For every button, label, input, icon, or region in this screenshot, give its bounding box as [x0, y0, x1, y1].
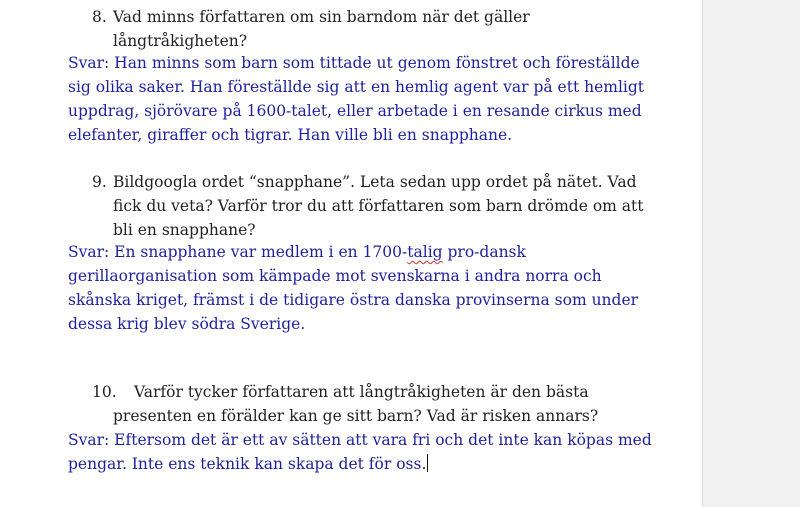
question-9	[92, 170, 643, 242]
answer-line: Svar: En snapphane var medlem i en 1700-talig pro-dansk	[68, 243, 526, 261]
question-10	[92, 380, 598, 428]
question-line: 8. Vad minns författaren om sin barndom när det gäller	[92, 5, 530, 29]
answer-10[interactable]	[68, 428, 652, 476]
question-line: långtråkigheten?	[113, 32, 248, 50]
question-number: 8.	[92, 8, 107, 26]
answer-line: gerillaorganisation som kämpade mot svenskarna i andra norra och	[68, 267, 602, 285]
text-cursor	[427, 454, 428, 472]
answer-line: elefanter, giraffer och tigrar. Han ville bli en snapphane.	[68, 126, 513, 144]
question-line: 9. Bildgoogla ordet “snapphane”. Leta sedan upp ordet på nätet. Vad	[92, 170, 643, 194]
question-line: bli en snapphane?	[113, 221, 256, 239]
document-margin-area	[703, 0, 800, 507]
answer-line: sig olika saker. Han föreställde sig att en hemlig agent var på ett hemligt	[68, 78, 645, 96]
question-number: 9.	[92, 173, 107, 191]
question-line: presenten en förälder kan ge sitt barn? Vad är risken annars?	[113, 407, 599, 425]
question-8	[92, 5, 530, 53]
question-number: 10.	[92, 383, 117, 401]
answer-line: Svar: Eftersom det är ett av sätten att vara fri och det inte kan köpas med	[68, 431, 652, 449]
answer-line: pengar. Inte ens teknik kan skapa det för oss.	[68, 455, 427, 473]
answer-9[interactable]	[68, 240, 638, 336]
question-line: fick du veta? Varför tror du att författaren som barn drömde om att	[113, 197, 644, 215]
answer-line: uppdrag, sjörövare på 1600-talet, eller arbetade i en resande cirkus med	[68, 102, 642, 120]
answer-line: dessa krig blev södra Sverige.	[68, 315, 306, 333]
question-line: 10. Varför tycker författaren att långtråkigheten är den bästa	[92, 380, 598, 404]
answer-line: skånska kriget, främst i de tidigare östra danska provinserna som under	[68, 291, 639, 309]
answer-8[interactable]	[68, 51, 644, 147]
answer-line: Svar: Han minns som barn som tittade ut genom fönstret och föreställde	[68, 54, 640, 72]
spellcheck-flagged-word[interactable]: talig	[407, 243, 443, 261]
